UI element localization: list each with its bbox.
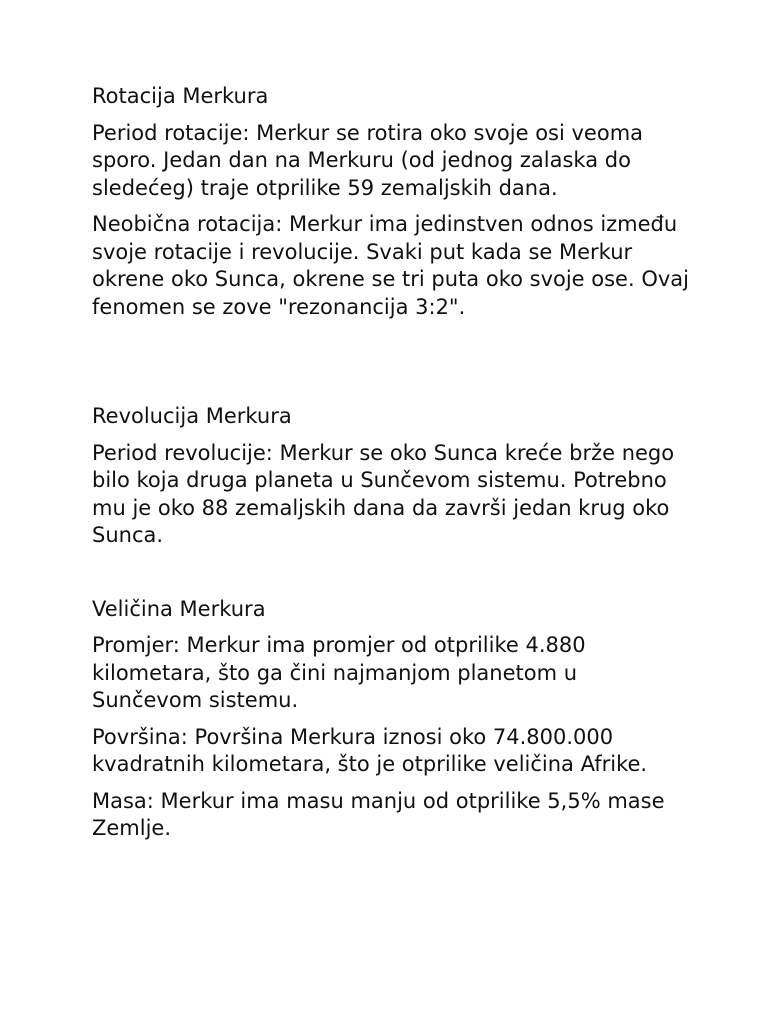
document-page bbox=[92, 83, 692, 852]
section-heading-size: Veličina Merkura bbox=[92, 596, 266, 621]
paragraph-mass: Masa: Merkur ima masu manju od otprilike 5,5% mase Zemlje. bbox=[92, 788, 665, 840]
paragraph-surface: Površina: Površina Merkura iznosi oko 74.800.000 kvadratnih kilometara, što je otprilike veličina Afrike. bbox=[92, 724, 648, 776]
paragraph-rotation-period: Period rotacije: Merkur se rotira oko svoje osi veoma sporo. Jedan dan na Merkuru (od jednog zalaska do sledećeg) traje otprilike 59 zemaljskih dana. bbox=[92, 120, 644, 200]
paragraph-diameter: Promjer: Merkur ima promjer od otprilike 4.880 kilometara, što ga čini najmanjom planetom u Sunčevom sistemu. bbox=[92, 633, 586, 712]
section-heading-revolution: Revolucija Merkura bbox=[92, 404, 292, 428]
section-heading-rotation: Rotacija Merkura bbox=[92, 84, 269, 108]
paragraph-unusual-rotation: Neobična rotacija: Merkur ima jedinstven odnos između svoje rotacije i revolucije. Svaki put kada se Merkur okrene oko Sunca, okrene se tri puta oko svoje ose. Ovaj fenomen se zove "rezonancija 3:2". bbox=[92, 212, 689, 319]
paragraph-revolution-period: Period revolucije: Merkur se oko Sunca kreće brže nego bilo koja druga planeta u Sunčevom sistemu. Potrebno mu je oko 88 zemaljskih dana da završi jedan krug oko Sunca. bbox=[92, 440, 675, 547]
